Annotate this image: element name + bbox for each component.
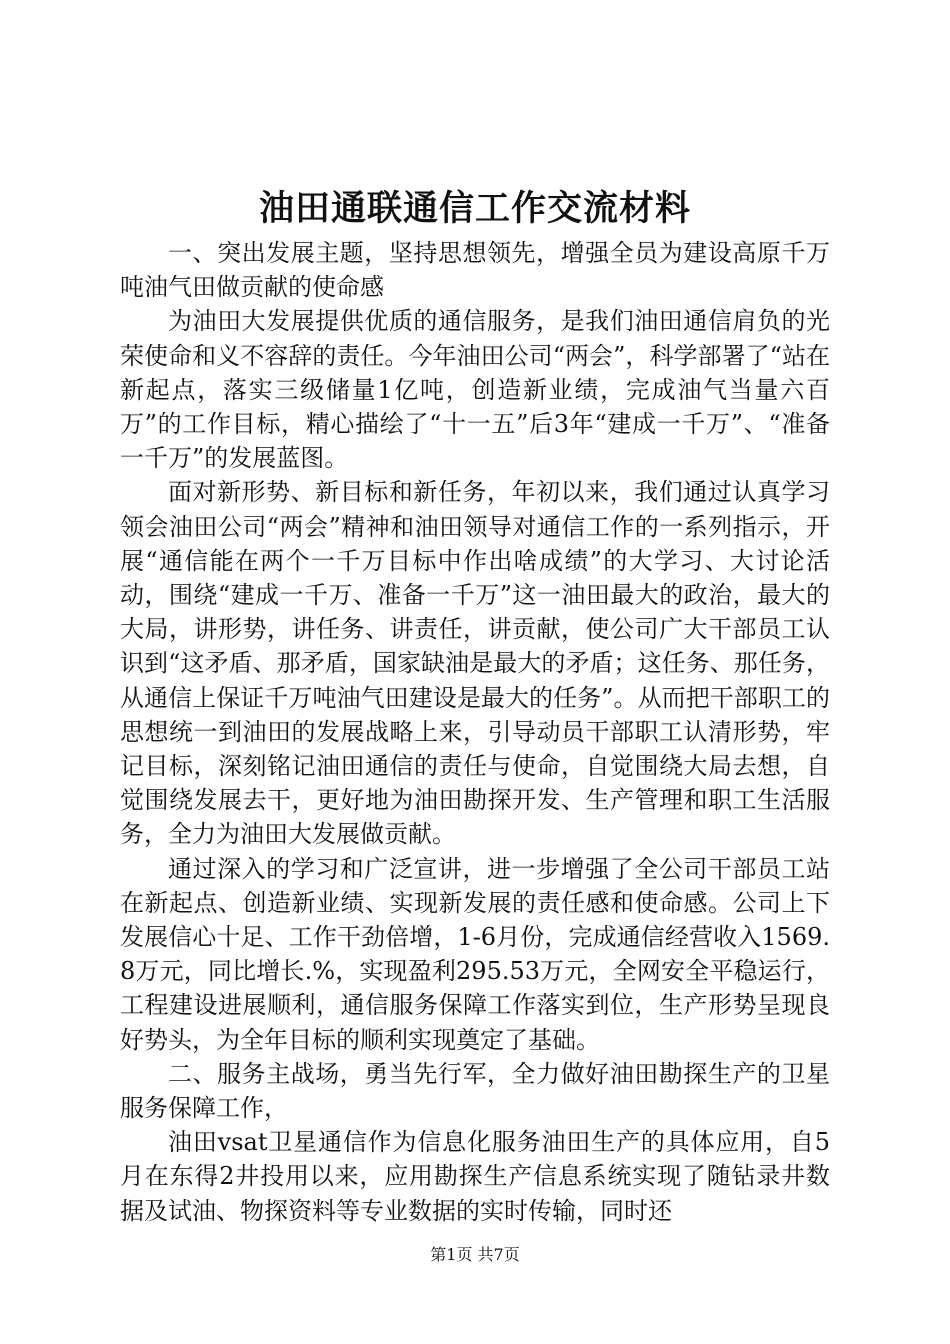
document-title: 油田通联通信工作交流材料: [258, 188, 691, 229]
paragraph-vsat: 油田vsat卫星通信作为信息化服务油田生产的具体应用，自5月在东得2井投用以来，应用勘探生产信息系统实现了随钻录井数据及试油、物探资料等专业数据的实时传输，同时还: [120, 1128, 830, 1225]
paragraph-mission: 为油田大发展提供优质的通信服务，是我们油田通信肩负的光荣使命和义不容辞的责任。今年油田公司“两会”，科学部署了“站在新起点，落实三级储量1亿吨，创造新业绩，完成油气当量六百万”的工作目标，精心描绘了“十一五”后3年“建成一千万”、“准备一千万”的发展蓝图。: [120, 307, 830, 473]
paragraph-results: 通过深入的学习和广泛宣讲，进一步增强了全公司干部员工站在新起点、创造新业绩、实现新发展的责任感和使命感。公司上下发展信心十足、工作干劲倍增，1-6月份，完成通信经营收入1569.8万元，同比增长.%，实现盈利295.53万元，全网安全平稳运行，工程建设进展顺利，通信服务保障工作落实到位，生产形势呈现良好势头，为全年目标的顺利实现奠定了基础。: [120, 854, 830, 1054]
document-body: [120, 236, 830, 1228]
page-footer: 第1页 共7页: [430, 1245, 520, 1264]
paragraph-section-two-heading: 二、服务主战场，勇当先行军，全力做好油田勘探生产的卫星服务保障工作，: [120, 1059, 830, 1123]
paragraph-section-one-heading: 一、突出发展主题，坚持思想领先，增强全员为建设高原千万吨油气田做贡献的使命感: [120, 239, 830, 302]
paragraph-new-situation: 面对新形势、新目标和新任务，年初以来，我们通过认真学习领会油田公司“两会”精神和油田领导对通信工作的一系列指示，开展“通信能在两个一千万目标中作出啥成绩”的大学习、大讨论活动，围绕“建成一千万、准备一千万”这一油田最大的政治，最大的大局，讲形势，讲任务、讲责任，讲贡献，使公司广大干部员工认识到“这矛盾、那矛盾，国家缺油是最大的矛盾；这任务、那任务，从通信上保证千万吨油气田建设是最大的任务”。从而把干部职工的思想统一到油田的发展战略上来，引导动员干部职工认清形势，牢记目标，深刻铭记油田通信的责任与使命，自觉围绕大局去想，自觉围绕发展去干，更好地为油田勘探开发、生产管理和职工生活服务，全力为油田大发展做贡献。: [120, 478, 830, 849]
